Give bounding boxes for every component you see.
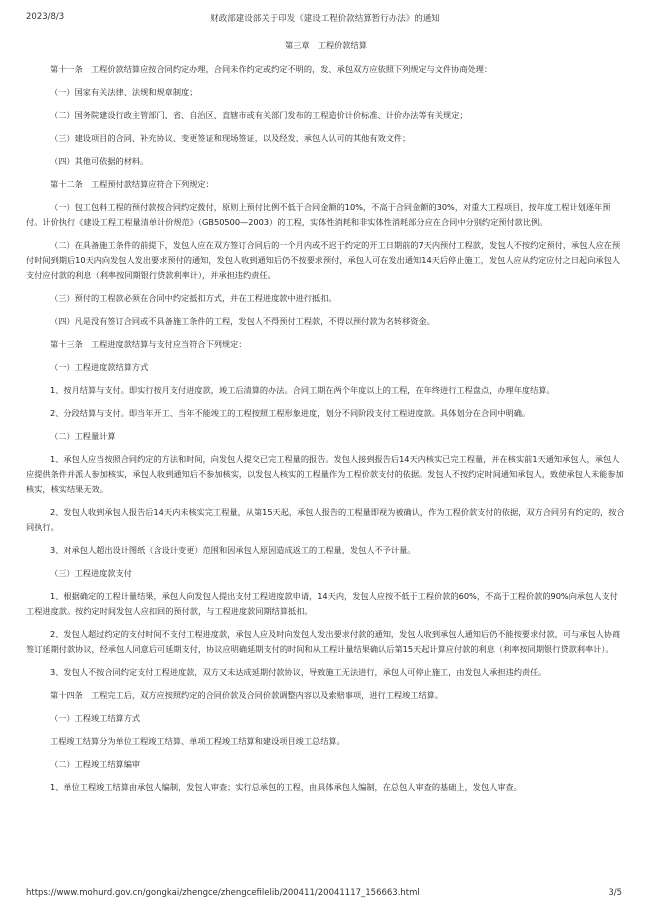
page-footer <box>0 884 650 904</box>
body-paragraph: 2、发包人超过约定的支付时间不支付工程进度款，承包人应及时向发包人发出要求付款的通知，发包人收到承包人通知后仍不能按要求付款，可与承包人协商签订延期付款协议，经承包人同意后可延期支付，协议应明确延期支付的时间和从工程计量结果确认后第15天起计算应付款的利息（利率按同期银行贷款利率计）。 <box>26 629 621 654</box>
page-header <box>0 0 650 34</box>
body-paragraph: （一）工程竣工结算方式 <box>50 713 141 723</box>
body-paragraph: 第十二条 工程预付款结算应符合下列规定： <box>50 179 214 189</box>
body-paragraph: 第十三条 工程进度款结算与支付应当符合下列规定： <box>50 339 247 349</box>
body-paragraph: （一）工程进度款结算方式 <box>50 362 149 372</box>
body-paragraph: 1、根据确定的工程计量结果，承包人向发包人提出支付工程进度款申请，14天内，发包人应按不低于工程价款的60%，不高于工程价款的90%向承包人支付工程进度款。按约定时间发包人应扣回的预付款，与工程进度款同期结算抵扣。 <box>26 591 618 616</box>
body-paragraph: （四）凡是没有签订合同或不具备施工条件的工程，发包人不得预付工程款，不得以预付款为名转移资金。 <box>50 316 435 326</box>
source-url[interactable]: https://www.mohurd.gov.cn/gongkai/zhengce/zhengcefilelib/200411/20041117_156663.html <box>26 888 420 898</box>
body-paragraph: 第十一条 工程价款结算应按合同约定办理，合同未作约定或约定不明的，发、承包双方应依照下列规定与文件协商处理： <box>50 64 493 74</box>
body-paragraph: 2、分段结算与支付。即当年开工、当年不能竣工的工程按照工程形象进度，划分不同阶段支付工程进度款。具体划分在合同中明确。 <box>50 408 531 418</box>
body-paragraph: （二）工程竣工结算编审 <box>50 759 141 769</box>
body-paragraph: （三）工程进度款支付 <box>50 568 132 578</box>
body-paragraph: （四）其他可依据的材料。 <box>50 156 149 166</box>
body-paragraph: 2、发包人收到承包人报告后14天内未核实完工程量，从第15天起，承包人报告的工程量即视为被确认，作为工程价款支付的依据，双方合同另有约定的，按合同执行。 <box>26 507 625 532</box>
print-date: 2023/8/3 <box>26 12 65 22</box>
body-paragraph: 3、发包人不按合同约定支付工程进度款，双方又未达成延期付款协议，导致施工无法进行，承包人可停止施工，由发包人承担违约责任。 <box>50 667 547 677</box>
body-paragraph: （一）包工包料工程的预付款按合同约定拨付，原则上预付比例不低于合同金额的10%，不高于合同金额的30%，对重大工程项目，按年度工程计划逐年预付。计价执行《建设工程工程量清单计价规范》（GB50500—2003）的工程，实体性消耗和非实体性消耗部分应在合同中分别约定预付款比例。 <box>26 202 611 227</box>
body-paragraph: 1、承包人应当按照合同约定的方法和时间，向发包人提交已完工程量的报告。发包人接到报告后14天内核实已完工程量，并在核实前1天通知承包人，承包人应提供条件并派人参加核实，承包人收到通知后不参加核实，以发包人核实的工程量作为工程价款支付的依据。发包人不按约定时间通知承包人，致使承包人未能参加核实，核实结果无效。 <box>26 454 624 494</box>
body-paragraph: （一）国家有关法律、法规和规章制度； <box>50 87 198 97</box>
body-paragraph: （二）在具备施工条件的前提下，发包人应在双方签订合同后的一个月内或不迟于约定的开工日期前的7天内预付工程款，发包人不按约定预付，承包人应在预付时间到期后10天内向发包人发出要求预付的通知，发包人收到通知后仍不按要求预付，承包人可在发出通知14天后停止施工，发包人应从约定应付之日起向承包人支付应付款的利息（利率按同期银行贷款利率计），并承担违约责任。 <box>26 240 621 280</box>
body-paragraph: 1、按月结算与支付。即实行按月支付进度款，竣工后清算的办法。合同工期在两个年度以上的工程，在年终进行工程盘点，办理年度结算。 <box>50 385 555 395</box>
document-title: 财政部建设部关于印发《建设工程价款结算暂行办法》的通知 <box>210 14 440 24</box>
body-paragraph: 3、对承包人超出设计图纸（含设计变更）范围和因承包人原因造成返工的工程量，发包人不予计量。 <box>50 545 416 555</box>
body-paragraph: （二）国务院建设行政主管部门、省、自治区、直辖市或有关部门发布的工程造价计价标准、计价办法等有关规定； <box>50 110 468 120</box>
chapter-heading: 第三章 工程价款结算 <box>285 40 367 50</box>
page-number: 3/5 <box>608 888 622 898</box>
body-paragraph: （二）工程量计算 <box>50 431 116 441</box>
body-paragraph: 1、单位工程竣工结算由承包人编制，发包人审查；实行总承包的工程，由具体承包人编制，在总包人审查的基础上，发包人审查。 <box>50 782 522 792</box>
document-body <box>26 38 626 803</box>
body-paragraph: 第十四条 工程完工后，双方应按照约定的合同价款及合同价款调整内容以及索赔事项，进行工程竣工结算。 <box>50 690 444 700</box>
body-paragraph: （三）建设项目的合同、补充协议、变更签证和现场签证，以及经发、承包人认可的其他有效文件； <box>50 133 411 143</box>
body-paragraph: （三）预付的工程款必须在合同中约定抵扣方式，并在工程进度款中进行抵扣。 <box>50 293 337 303</box>
body-paragraph: 工程竣工结算分为单位工程竣工结算、单项工程竣工结算和建设项目竣工总结算。 <box>50 736 345 746</box>
